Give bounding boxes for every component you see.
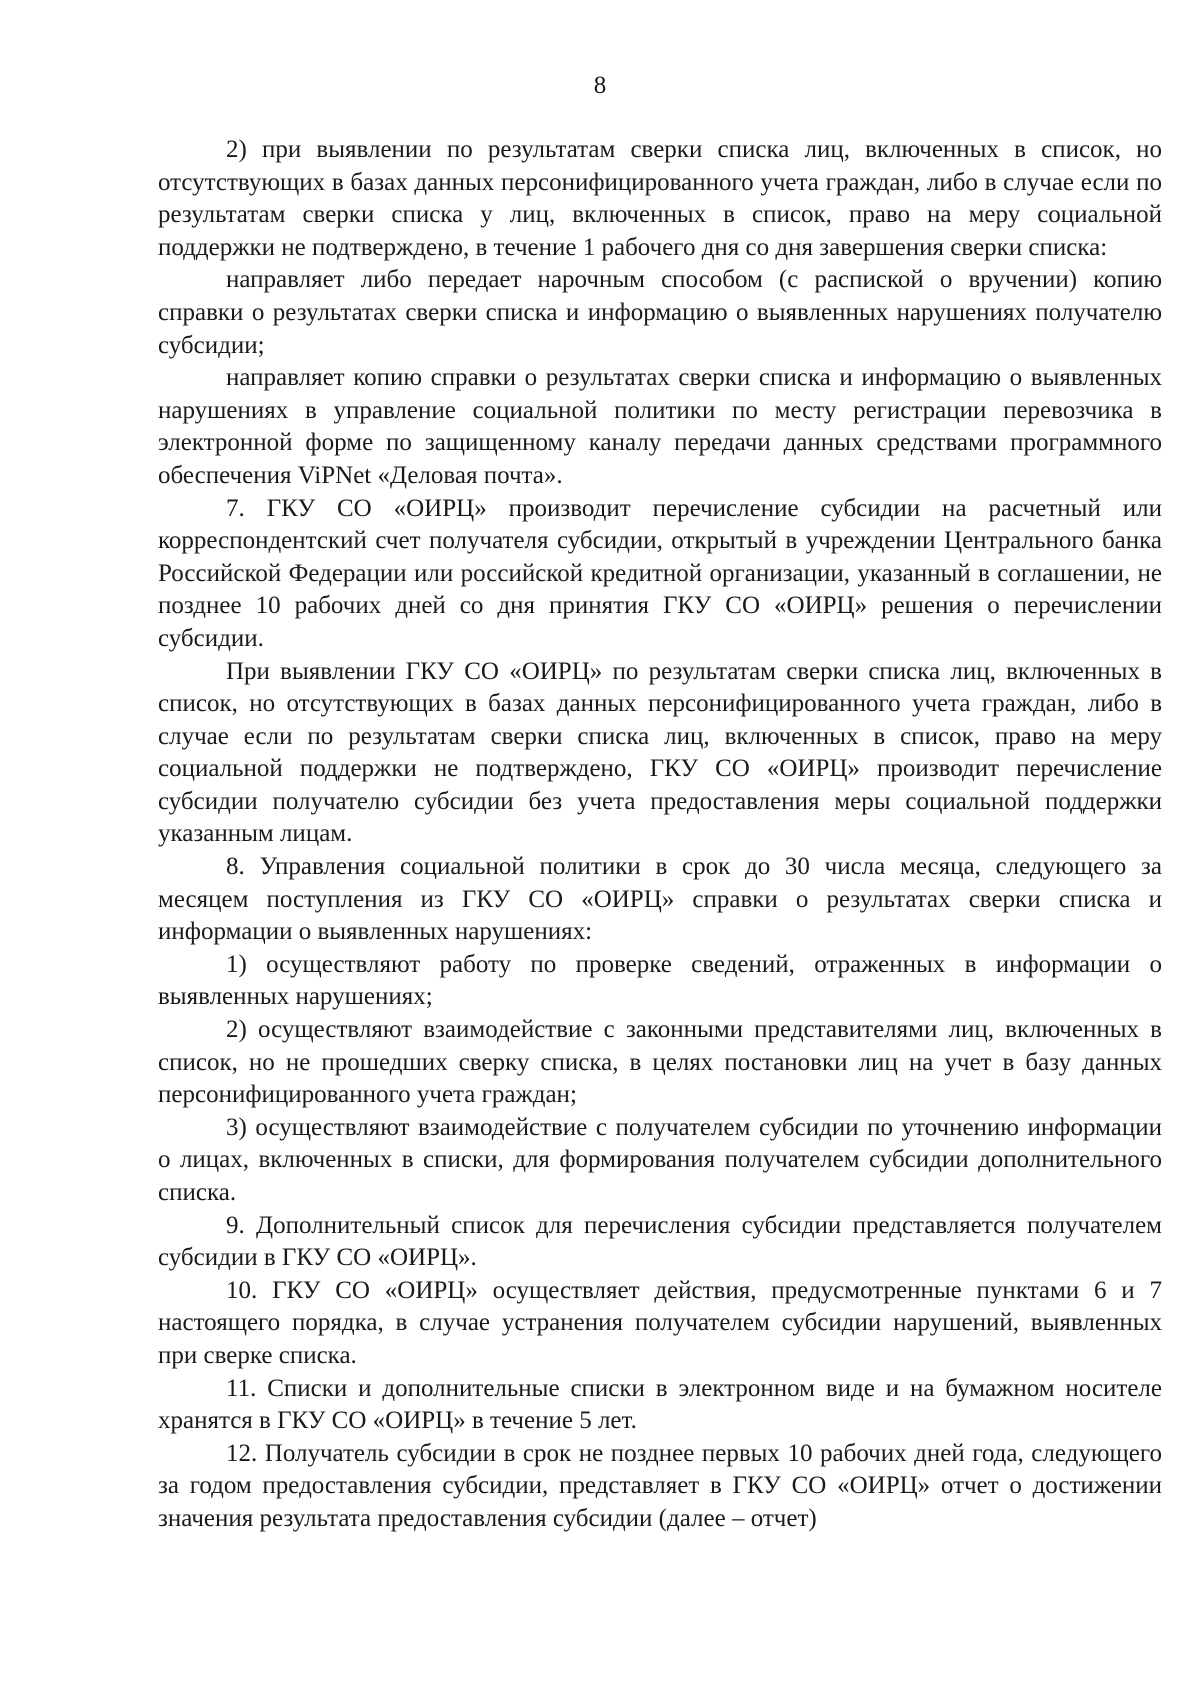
page-number: 8 <box>593 72 607 99</box>
paragraph: 11. Списки и дополнительные списки в электронном виде и на бумажном носителе хранятся в ГКУ СО «ОИРЦ» в течение 5 лет. <box>158 1374 1162 1435</box>
paragraph: 1) осуществляют работу по проверке сведений, отраженных в информации о выявленных нарушениях; <box>158 950 1162 1011</box>
paragraph: 9. Дополнительный список для перечисления субсидии представляется получателем субсидии в ГКУ СО «ОИРЦ». <box>158 1211 1162 1272</box>
paragraph: 10. ГКУ СО «ОИРЦ» осуществляет действия, предусмотренные пунктами 6 и 7 настоящего порядка, в случае устранения получателем субсидии нарушений, выявленных при сверке списка. <box>158 1276 1162 1369</box>
paragraph: При выявлении ГКУ СО «ОИРЦ» по результатам сверки списка лиц, включенных в список, но отсутствующих в базах данных персонифицированного учета граждан, либо в случае если по результатам сверки списка лиц, включенных в список, право на меру социальной поддержки не подтверждено, ГКУ СО «ОИРЦ» производит перечисление субсидии получателю субсидии без учета предоставления меры социальной поддержки указанным лицам. <box>158 657 1162 848</box>
paragraph: направляет копию справки о результатах сверки списка и информацию о выявленных нарушениях в управление социальной политики по месту регистрации перевозчика в электронной форме по защищенному каналу передачи данных средствами программного обеспечения ViPNet «Деловая почта». <box>158 364 1162 489</box>
paragraph: направляет либо передает нарочным способом (с распиской о вручении) копию справки о результатах сверки списка и информацию о выявленных нарушениях получателю субсидии; <box>158 266 1162 359</box>
paragraph: 8. Управления социальной политики в срок до 30 числа месяца, следующего за месяцем поступления из ГКУ СО «ОИРЦ» справки о результатах сверки списка и информации о выявленных нарушениях: <box>158 853 1162 946</box>
paragraph: 2) осуществляют взаимодействие с законными представителями лиц, включенных в список, но не прошедших сверку списка, в целях постановки лиц на учет в базу данных персонифицированного учета граждан; <box>158 1016 1162 1109</box>
paragraph: 7. ГКУ СО «ОИРЦ» производит перечисление субсидии на расчетный или корреспондентский счет получателя субсидии, открытый в учреждении Центрального банка Российской Федерации или российской кредитной организации, указанный в соглашении, не позднее 10 рабочих дней со дня принятия ГКУ СО «ОИРЦ» решения о перечислении субсидии. <box>158 494 1162 652</box>
paragraph: 3) осуществляют взаимодействие с получателем субсидии по уточнению информации о лицах, включенных в списки, для формирования получателем субсидии дополнительного списка. <box>158 1113 1162 1206</box>
document-body <box>158 134 1162 1536</box>
paragraph: 12. Получатель субсидии в срок не позднее первых 10 рабочих дней года, следующего за годом предоставления субсидии, представляет в ГКУ СО «ОИРЦ» отчет о достижении значения результата предоставления субсидии (далее – отчет) <box>158 1439 1162 1532</box>
paragraph: 2) при выявлении по результатам сверки списка лиц, включенных в список, но отсутствующих в базах данных персонифицированного учета граждан, либо в случае если по результатам сверки списка у лиц, включенных в список, право на меру социальной поддержки не подтверждено, в течение 1 рабочего дня со дня завершения сверки списка: <box>158 136 1162 261</box>
